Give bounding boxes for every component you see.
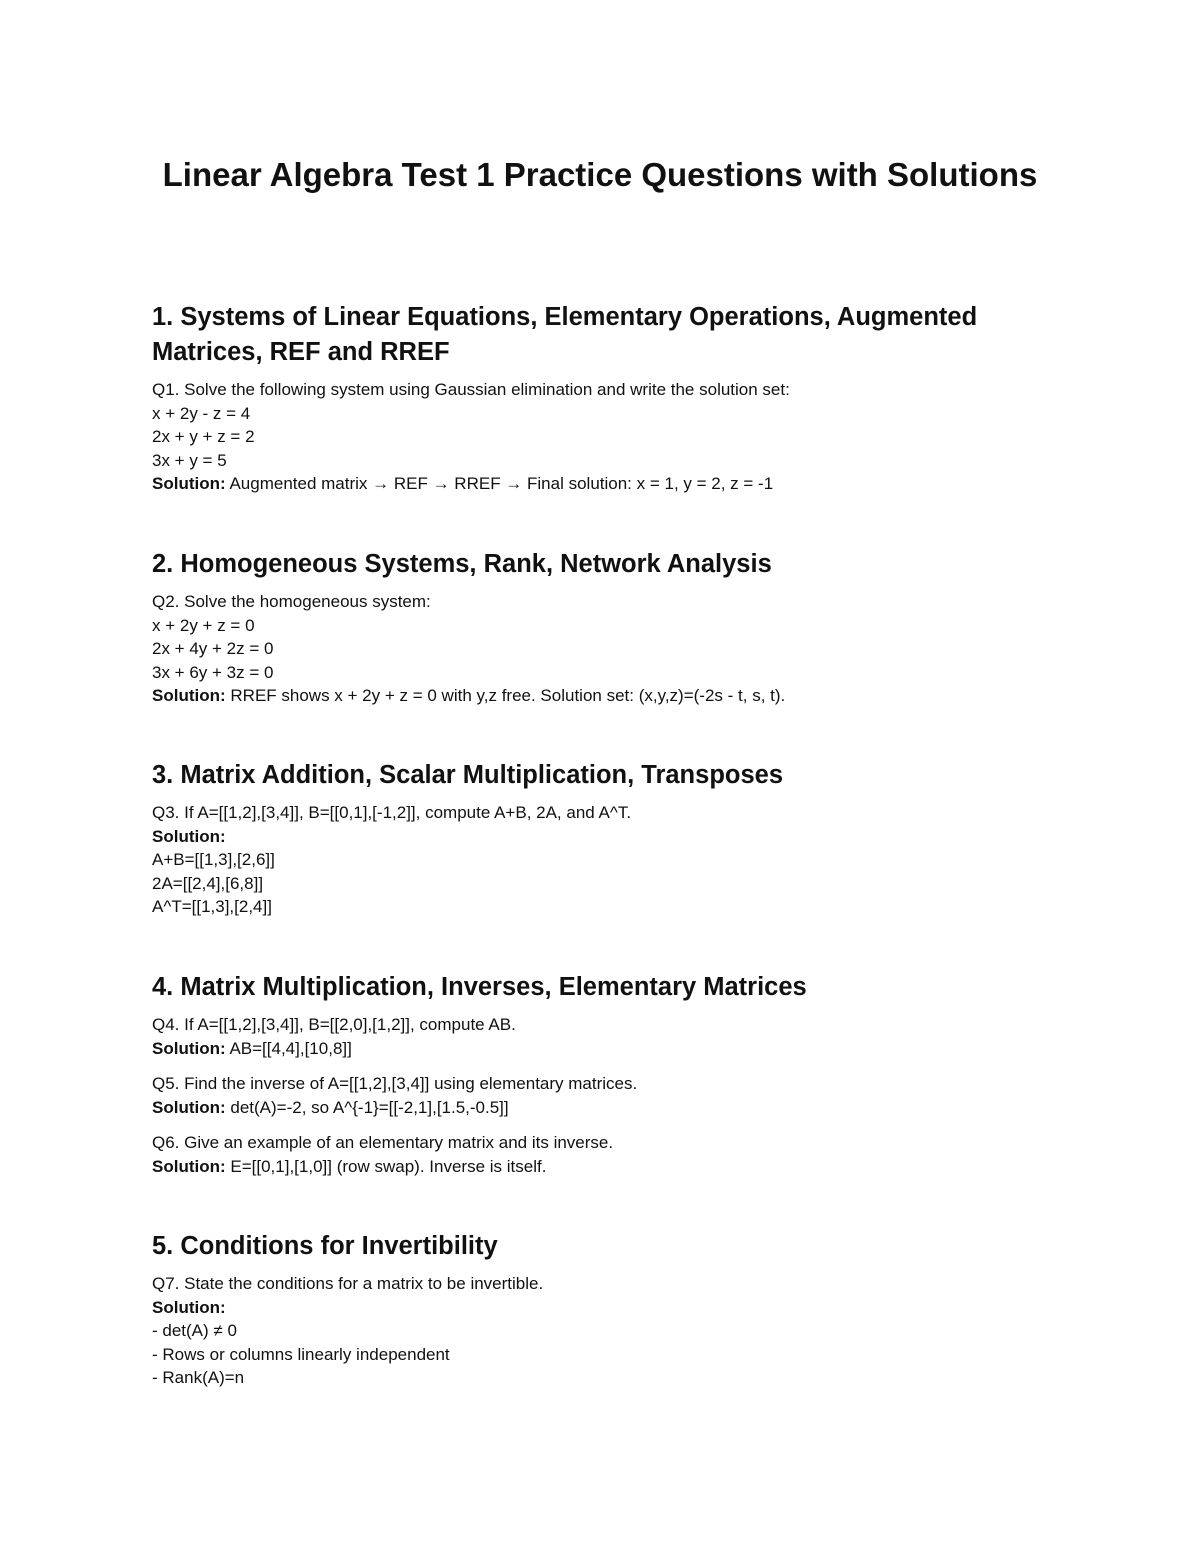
question-text: Q7. State the conditions for a matrix to be invertible. — [152, 1274, 544, 1293]
equation-line: 3x + 6y + 3z = 0 — [152, 662, 274, 682]
section-3 — [152, 758, 1052, 919]
solution-text: - Rows or columns linearly independent — [152, 1344, 450, 1364]
solution-text: - Rank(A)=n — [152, 1368, 245, 1387]
section-4 — [152, 970, 1052, 1178]
equation-line: 3x + y = 5 — [152, 450, 227, 470]
question-text: Q5. Find the inverse of A=[[1,2],[3,4]] using elementary matrices. — [152, 1074, 638, 1093]
equation-line: 2x + y + z = 2 — [152, 427, 255, 446]
section-heading: 3. Matrix Addition, Scalar Multiplication, Transposes — [152, 761, 784, 789]
section-heading: 5. Conditions for Invertibility — [152, 1232, 498, 1260]
solution-text: det(A)=-2, so A^{-1}=[[-2,1],[1.5,-0.5]] — [230, 1097, 509, 1117]
solution-label: Solution: — [152, 474, 226, 493]
solution-text: AB=[[4,4],[10,8]] — [229, 1038, 352, 1058]
solution-text: A+B=[[1,3],[2,6]] — [152, 850, 275, 869]
section-2 — [152, 547, 1052, 708]
solution-label: Solution: — [152, 1038, 226, 1058]
solution-label: Solution: — [152, 1097, 226, 1117]
solution-label: Solution: — [152, 826, 226, 846]
question-text: Q2. Solve the homogeneous system: — [152, 592, 431, 611]
document-title: Linear Algebra Test 1 Practice Questions with Solutions — [162, 156, 1038, 193]
solution-line — [152, 1155, 1052, 1179]
solution-text: 2A=[[2,4],[6,8]] — [152, 873, 264, 893]
solution-text: A^T=[[1,3],[2,4]] — [152, 897, 272, 916]
question-text: Q6. Give an example of an elementary matrix and its inverse. — [152, 1133, 614, 1152]
question-text: Q1. Solve the following system using Gaussian elimination and write the solution set: — [152, 380, 790, 399]
section-1 — [152, 300, 1052, 496]
solution-label: Solution: — [152, 686, 226, 705]
solution-line — [152, 1037, 1052, 1061]
question-text: Q4. If A=[[1,2],[3,4]], B=[[2,0],[1,2]], compute AB. — [152, 1015, 516, 1034]
section-5 — [152, 1229, 1052, 1390]
solution-label: Solution: — [152, 1297, 226, 1317]
solution-text: E=[[0,1],[1,0]] (row swap). Inverse is itself. — [230, 1156, 547, 1176]
solution-text: Augmented matrix → REF → RREF → Final solution: x = 1, y = 2, z = -1 — [229, 474, 774, 493]
solution-text: - det(A) ≠ 0 — [152, 1321, 237, 1340]
section-heading: 1. Systems of Linear Equations, Elementary Operations, Augmented Matrices, REF and RREF — [152, 303, 978, 366]
equation-line: x + 2y + z = 0 — [152, 615, 255, 635]
equation-line: 2x + 4y + 2z = 0 — [152, 639, 274, 658]
solution-label: Solution: — [152, 1156, 226, 1176]
section-heading: 4. Matrix Multiplication, Inverses, Elementary Matrices — [152, 973, 807, 1001]
question-text: Q3. If A=[[1,2],[3,4]], B=[[0,1],[-1,2]], compute A+B, 2A, and A^T. — [152, 803, 632, 822]
equation-line: x + 2y - z = 4 — [152, 403, 251, 423]
solution-line — [152, 472, 1052, 496]
section-heading: 2. Homogeneous Systems, Rank, Network Analysis — [152, 550, 772, 578]
solution-line — [152, 684, 1052, 708]
solution-line — [152, 1096, 1052, 1120]
solution-text: RREF shows x + 2y + z = 0 with y,z free. Solution set: (x,y,z)=(-2s - t, s, t). — [230, 686, 786, 705]
